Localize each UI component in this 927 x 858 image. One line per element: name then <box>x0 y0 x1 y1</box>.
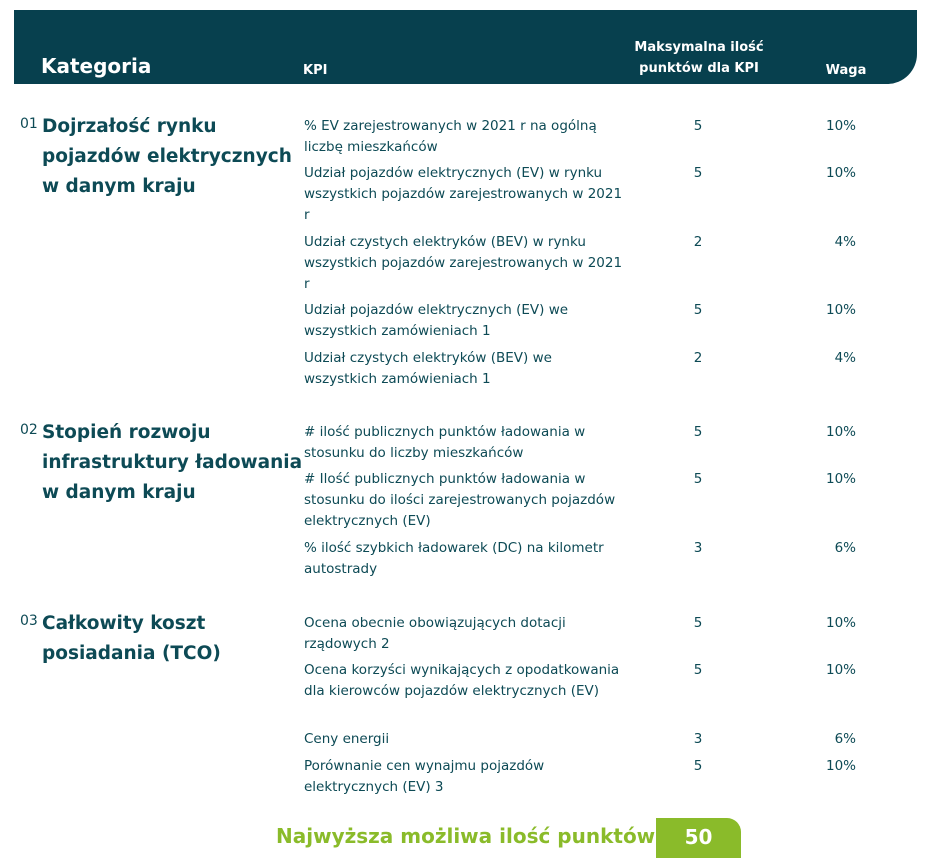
category-title: Dojrzałość rynku pojazdów elektrycznych w danym kraju <box>42 116 292 197</box>
category-title: Całkowity koszt posiadania (TCO) <box>42 613 221 664</box>
kpi-weight: 6% <box>834 731 856 747</box>
header-kategoria: Kategoria <box>41 54 152 78</box>
kpi-points: 5 <box>693 165 703 181</box>
kpi-weight: 6% <box>834 540 856 556</box>
kpi-weight: 10% <box>825 471 856 487</box>
kpi-weight: 10% <box>825 615 856 631</box>
kpi-points: 2 <box>693 234 703 250</box>
kpi-points: 5 <box>693 302 703 318</box>
kpi-weight: 10% <box>825 118 856 134</box>
total-points-value: 50 <box>656 818 741 858</box>
kpi-points: 5 <box>693 615 703 631</box>
kpi-points: 3 <box>693 731 703 747</box>
category-number: 02 <box>20 422 38 438</box>
kpi-points: 3 <box>693 540 703 556</box>
kpi-weight: 10% <box>825 424 856 440</box>
kpi-text: Ocena korzyści wynikających z opodatkowania dla kierowców pojazdów elektrycznych (EV) <box>304 662 620 699</box>
kpi-weight: 10% <box>825 758 856 774</box>
kpi-text: Ceny energii <box>304 731 390 747</box>
category-number: 01 <box>20 116 38 132</box>
total-points-label: Najwyższa możliwa ilość punktów <box>276 824 656 848</box>
kpi-text: % ilość szybkich ładowarek (DC) na kilometr autostrady <box>304 540 604 577</box>
kpi-weight: 10% <box>825 165 856 181</box>
kpi-text: Udział czystych elektryków (BEV) we wszystkich zamówieniach 1 <box>304 350 552 387</box>
category-number: 03 <box>20 613 38 629</box>
kpi-text: Ocena obecnie obowiązujących dotacji rządowych 2 <box>304 615 566 652</box>
kpi-text: Udział pojazdów elektrycznych (EV) we wszystkich zamówieniach 1 <box>304 302 569 339</box>
kpi-points: 5 <box>693 118 703 134</box>
header-kpi: KPI <box>303 63 328 78</box>
kpi-weight: 10% <box>825 302 856 318</box>
kpi-weight: 4% <box>834 350 856 366</box>
kpi-text: # Ilość publicznych punktów ładowania w stosunku do ilości zarejestrowanych pojazdów elektrycznych (EV) <box>304 471 616 529</box>
kpi-points: 5 <box>693 758 703 774</box>
kpi-weight: 4% <box>834 234 856 250</box>
table-header <box>14 10 917 84</box>
kpi-text: % EV zarejestrowanych w 2021 r na ogólną liczbę mieszkańców <box>304 118 597 155</box>
category-title: Stopień rozwoju infrastruktury ładowania w danym kraju <box>42 422 303 503</box>
kpi-points: 5 <box>693 662 703 678</box>
kpi-points: 5 <box>693 424 703 440</box>
kpi-weight: 10% <box>825 662 856 678</box>
kpi-text: Udział pojazdów elektrycznych (EV) w rynku wszystkich pojazdów zarejestrowanych w 2021 r <box>304 165 623 223</box>
kpi-text: Udział czystych elektryków (BEV) w rynku wszystkich pojazdów zarejestrowanych w 2021 r <box>304 234 623 292</box>
header-max-points: Maksymalna ilość punktów dla KPI <box>634 40 764 76</box>
header-waga: Waga <box>825 63 867 78</box>
kpi-text: Porównanie cen wynajmu pojazdów elektrycznych (EV) 3 <box>304 758 545 795</box>
kpi-points: 5 <box>693 471 703 487</box>
kpi-points: 2 <box>693 350 703 366</box>
kpi-text: # ilość publicznych punktów ładowania w stosunku do liczby mieszkańców <box>304 424 586 461</box>
